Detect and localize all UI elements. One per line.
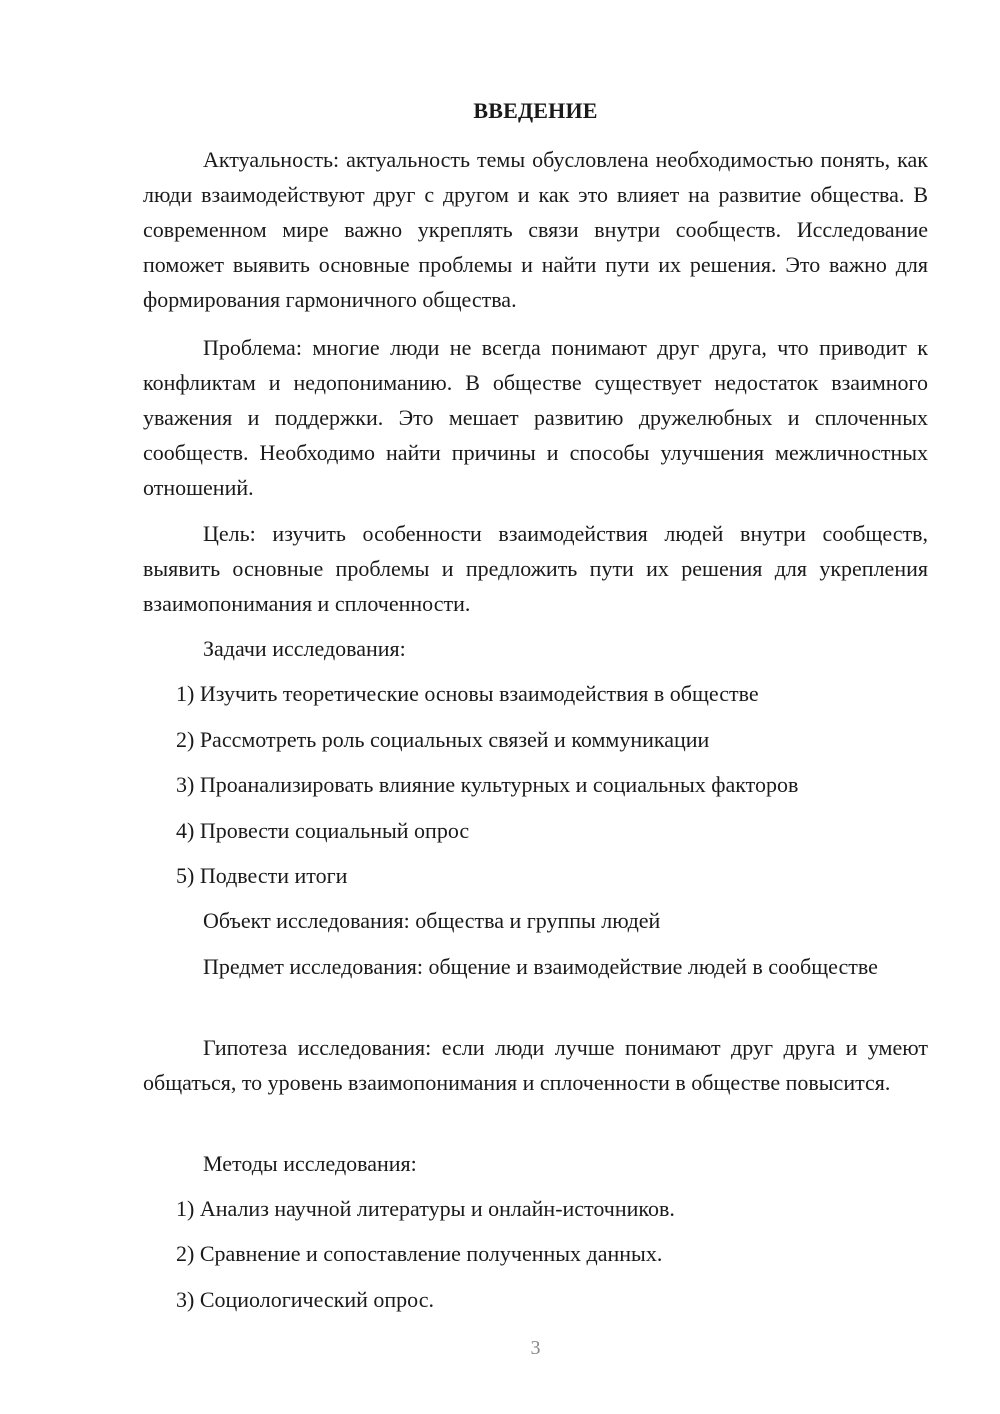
task-item-4: 4) Провести социальный опрос [176,818,470,843]
task-item-3: 3) Проанализировать влияние культурных и социальных факторов [176,772,799,797]
goal-paragraph: Цель: изучить особенности взаимодействия людей внутри сообществ, выявить основные проблемы и предложить пути их решения для укрепления взаимопонимания и сплоченности. [143,521,928,616]
document-page [143,0,928,1414]
hypothesis-paragraph: Гипотеза исследования: если люди лучше понимают друг друга и умеют общаться, то уровень взаимопонимания и сплоченности в обществе повысится. [143,1035,928,1095]
tasks-heading: Задачи исследования: [203,636,406,661]
method-item-1: 1) Анализ научной литературы и онлайн-источников. [176,1196,675,1221]
subject-paragraph: Предмет исследования: общение и взаимодействие людей в сообществе [203,954,878,979]
object-paragraph: Объект исследования: общества и группы людей [203,908,661,933]
task-item-5: 5) Подвести итоги [176,863,348,888]
task-item-2: 2) Рассмотреть роль социальных связей и коммуникации [176,727,710,752]
task-item-1: 1) Изучить теоретические основы взаимодействия в обществе [176,681,759,706]
problem-paragraph: Проблема: многие люди не всегда понимают друг друга, что приводит к конфликтам и недопониманию. В обществе существует недостаток взаимного уважения и поддержки. Это мешает развитию дружелюбных и сплоченных сообществ. Необходимо найти причины и способы улучшения межличностных отношений. [143,335,928,500]
page-title: ВВЕДЕНИЕ [473,98,598,123]
method-item-3: 3) Социологический опрос. [176,1287,434,1312]
relevance-paragraph: Актуальность: актуальность темы обусловлена необходимостью понять, как люди взаимодействуют друг с другом и как это влияет на развитие общества. В современном мире важно укреплять связи внутри сообществ. Исследование поможет выявить основные проблемы и найти пути их решения. Это важно для формирования гармоничного общества. [143,147,928,312]
methods-heading: Методы исследования: [203,1151,417,1176]
method-item-2: 2) Сравнение и сопоставление полученных данных. [176,1241,663,1266]
page-number: 3 [530,1337,541,1359]
